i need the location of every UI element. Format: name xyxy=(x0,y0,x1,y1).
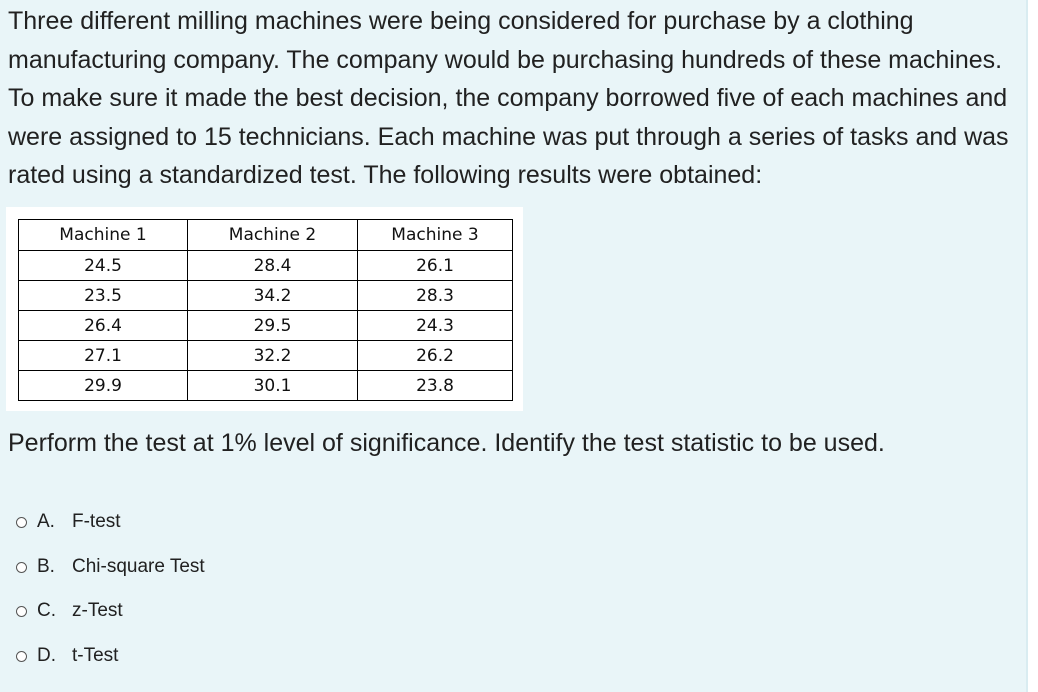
radio-button-icon[interactable] xyxy=(16,606,27,617)
table-cell: 24.3 xyxy=(358,311,513,341)
option-b[interactable] xyxy=(16,545,205,590)
radio-button-icon[interactable] xyxy=(16,651,27,662)
table-cell: 26.1 xyxy=(358,251,513,281)
table-header-row xyxy=(19,220,513,251)
table-cell: 26.4 xyxy=(19,311,188,341)
option-label: t-Test xyxy=(72,644,119,666)
option-d[interactable] xyxy=(16,634,205,679)
table-cell: 29.9 xyxy=(19,371,188,401)
table-cell: 29.5 xyxy=(188,311,358,341)
table-row xyxy=(19,281,513,311)
table-cell: 23.5 xyxy=(19,281,188,311)
table-cell: 28.3 xyxy=(358,281,513,311)
table-row xyxy=(19,311,513,341)
column-header: Machine 1 xyxy=(19,220,188,251)
table-row xyxy=(19,251,513,281)
table-cell: 34.2 xyxy=(188,281,358,311)
option-letter: B. xyxy=(37,555,55,577)
table-row xyxy=(19,371,513,401)
table-cell: 32.2 xyxy=(188,341,358,371)
table-cell: 26.2 xyxy=(358,341,513,371)
option-letter: C. xyxy=(37,600,56,622)
table-row xyxy=(19,341,513,371)
prompt-text: Perform the test at 1% level of significance. Identify the test statistic to be used. xyxy=(8,429,885,457)
radio-button-icon[interactable] xyxy=(16,562,27,573)
radio-button-icon[interactable] xyxy=(16,517,27,528)
column-header: Machine 2 xyxy=(188,220,358,251)
table-cell: 23.8 xyxy=(358,371,513,401)
option-letter: A. xyxy=(37,511,55,533)
option-label: F-test xyxy=(72,511,121,533)
data-table-container xyxy=(6,207,523,411)
question-text: Three different milling machines were being considered for purchase by a clothing manufacturing company. The company would be purchasing hundreds of these machines. To make sure it made the best decision, the company borrowed five of each machines and were assigned to 15 technicians. Each machine was put through a series of tasks and was rated using a standardized test. The following results were obtained: xyxy=(8,7,1009,189)
option-c[interactable] xyxy=(16,589,205,634)
table-cell: 24.5 xyxy=(19,251,188,281)
data-table xyxy=(18,219,513,401)
table-cell: 28.4 xyxy=(188,251,358,281)
option-label: z-Test xyxy=(72,600,123,622)
column-header: Machine 3 xyxy=(358,220,513,251)
table-cell: 30.1 xyxy=(188,371,358,401)
table-cell: 27.1 xyxy=(19,341,188,371)
option-label: Chi-square Test xyxy=(72,555,205,577)
option-letter: D. xyxy=(37,644,56,666)
answer-options xyxy=(16,500,205,678)
option-a[interactable] xyxy=(16,500,205,545)
